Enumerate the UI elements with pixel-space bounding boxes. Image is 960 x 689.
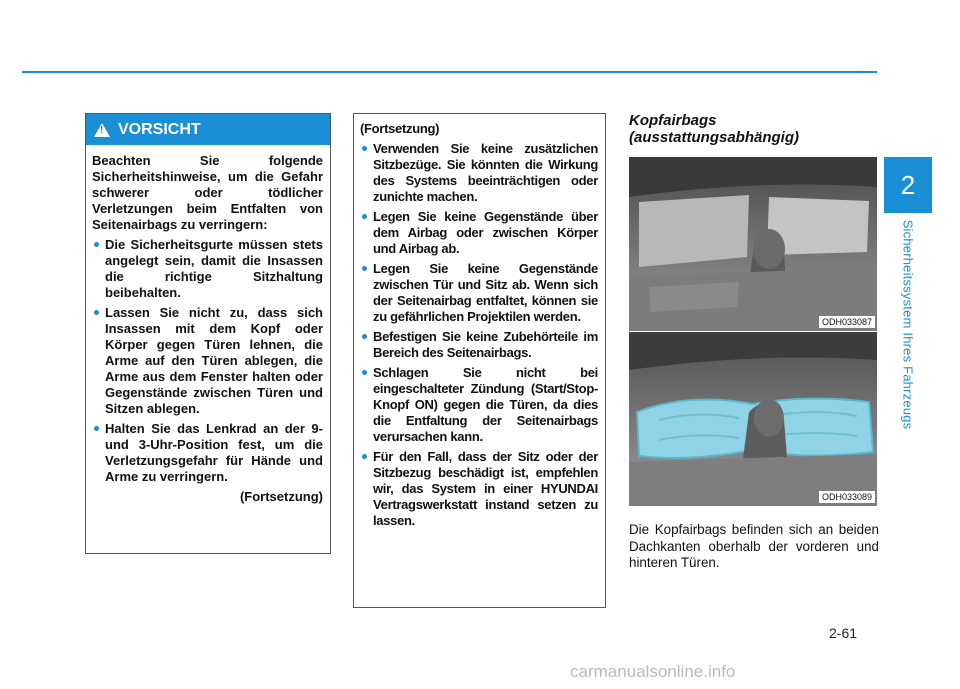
caution-header [86,114,330,145]
chapter-number: 2 [900,169,916,200]
caution-list [92,237,323,485]
warning-triangle-icon [94,123,110,137]
caution-box [85,113,331,554]
caution-intro: Beachten Sie folgende Sicherheitshinweise, um die Gefahr schwerer oder tödlicher Verletzungen beim Entfalten von Seitenairbags zu verringern: [92,153,323,232]
section-title-line2: (ausstattungsabhängig) [629,129,800,146]
list-item: Für den Fall, dass der Sitz oder der Sitzbezug beschädigt ist, empfehlen wir, das System in einer HYUNDAI Vertragswerkstatt instand setzen zu lassen. [360,449,598,529]
figure-code: ODH033087 [819,316,875,328]
list-item: Legen Sie keine Gegenstände über dem Airbag oder zwischen Körper und Airbag ab. [360,209,598,257]
continuation-list [360,141,598,529]
list-item: Befestigen Sie keine Zubehörteile im Bereich des Seitenairbags. [360,329,598,361]
chapter-side-title [884,213,932,435]
list-item: Legen Sie keine Gegenstände zwischen Tür und Sitz ab. Wenn sich der Seitenairbag entfaltet, können sie zu gefährlichen Projektilen werden. [360,261,598,325]
continued-note: (Fortsetzung) [239,489,323,504]
top-rule [22,71,877,73]
list-item: Schlagen Sie nicht bei eingeschalteter Zündung (Start/Stop-Knopf ON) gegen die Türen, da dies die Entfaltung der Seitenairbags verursachen kann. [360,365,598,445]
list-item: Verwenden Sie keine zusätzlichen Sitzbezüge. Sie könnten die Wirkung des Systems beeinträchtigen oder zunichte machen. [360,141,598,205]
caution-body [86,145,330,505]
interior-illustration-icon [629,157,877,331]
figure-interior-before [629,157,877,331]
list-item: Halten Sie das Lenkrad an der 9- und 3-Uhr-Position fest, um die Verletzungsgefahr für Hände und Arme zu verringern. [92,421,323,485]
list-item: Lassen Sie nicht zu, dass sich Insassen mit dem Kopf oder Körper gegen Türen lehnen, die Arme auf den Türen ablegen, die Arme aus dem Fenster halten oder Gegenstände zwischen Türen und Sitzen ablegen. [92,305,323,417]
figure-code: ODH033089 [819,491,875,503]
continuation-body [354,114,605,529]
continuation-heading: (Fortsetzung) [360,121,440,136]
section-body-text: Die Kopfairbags befinden sich an beiden Dachkanten oberhalb der vorderen und hinteren Türen. [629,522,879,570]
airbag-deployed-illustration-icon [629,332,877,506]
caution-heading: VORSICHT [118,120,201,138]
section-title-line1: Kopfairbags [629,112,717,129]
watermark: carmanualsonline.info [570,662,736,681]
figure-interior-deployed [629,332,877,506]
continuation-box [353,113,606,608]
chapter-title: Sicherheitssystem Ihres Fahrzeugs [900,219,916,429]
section-title [629,112,879,146]
page-number: 2-61 [829,625,858,641]
list-item: Die Sicherheitsgurte müssen stets angelegt sein, damit die Insassen die richtige Sitzhaltung beibehalten. [92,237,323,301]
chapter-number-tab [884,157,932,213]
